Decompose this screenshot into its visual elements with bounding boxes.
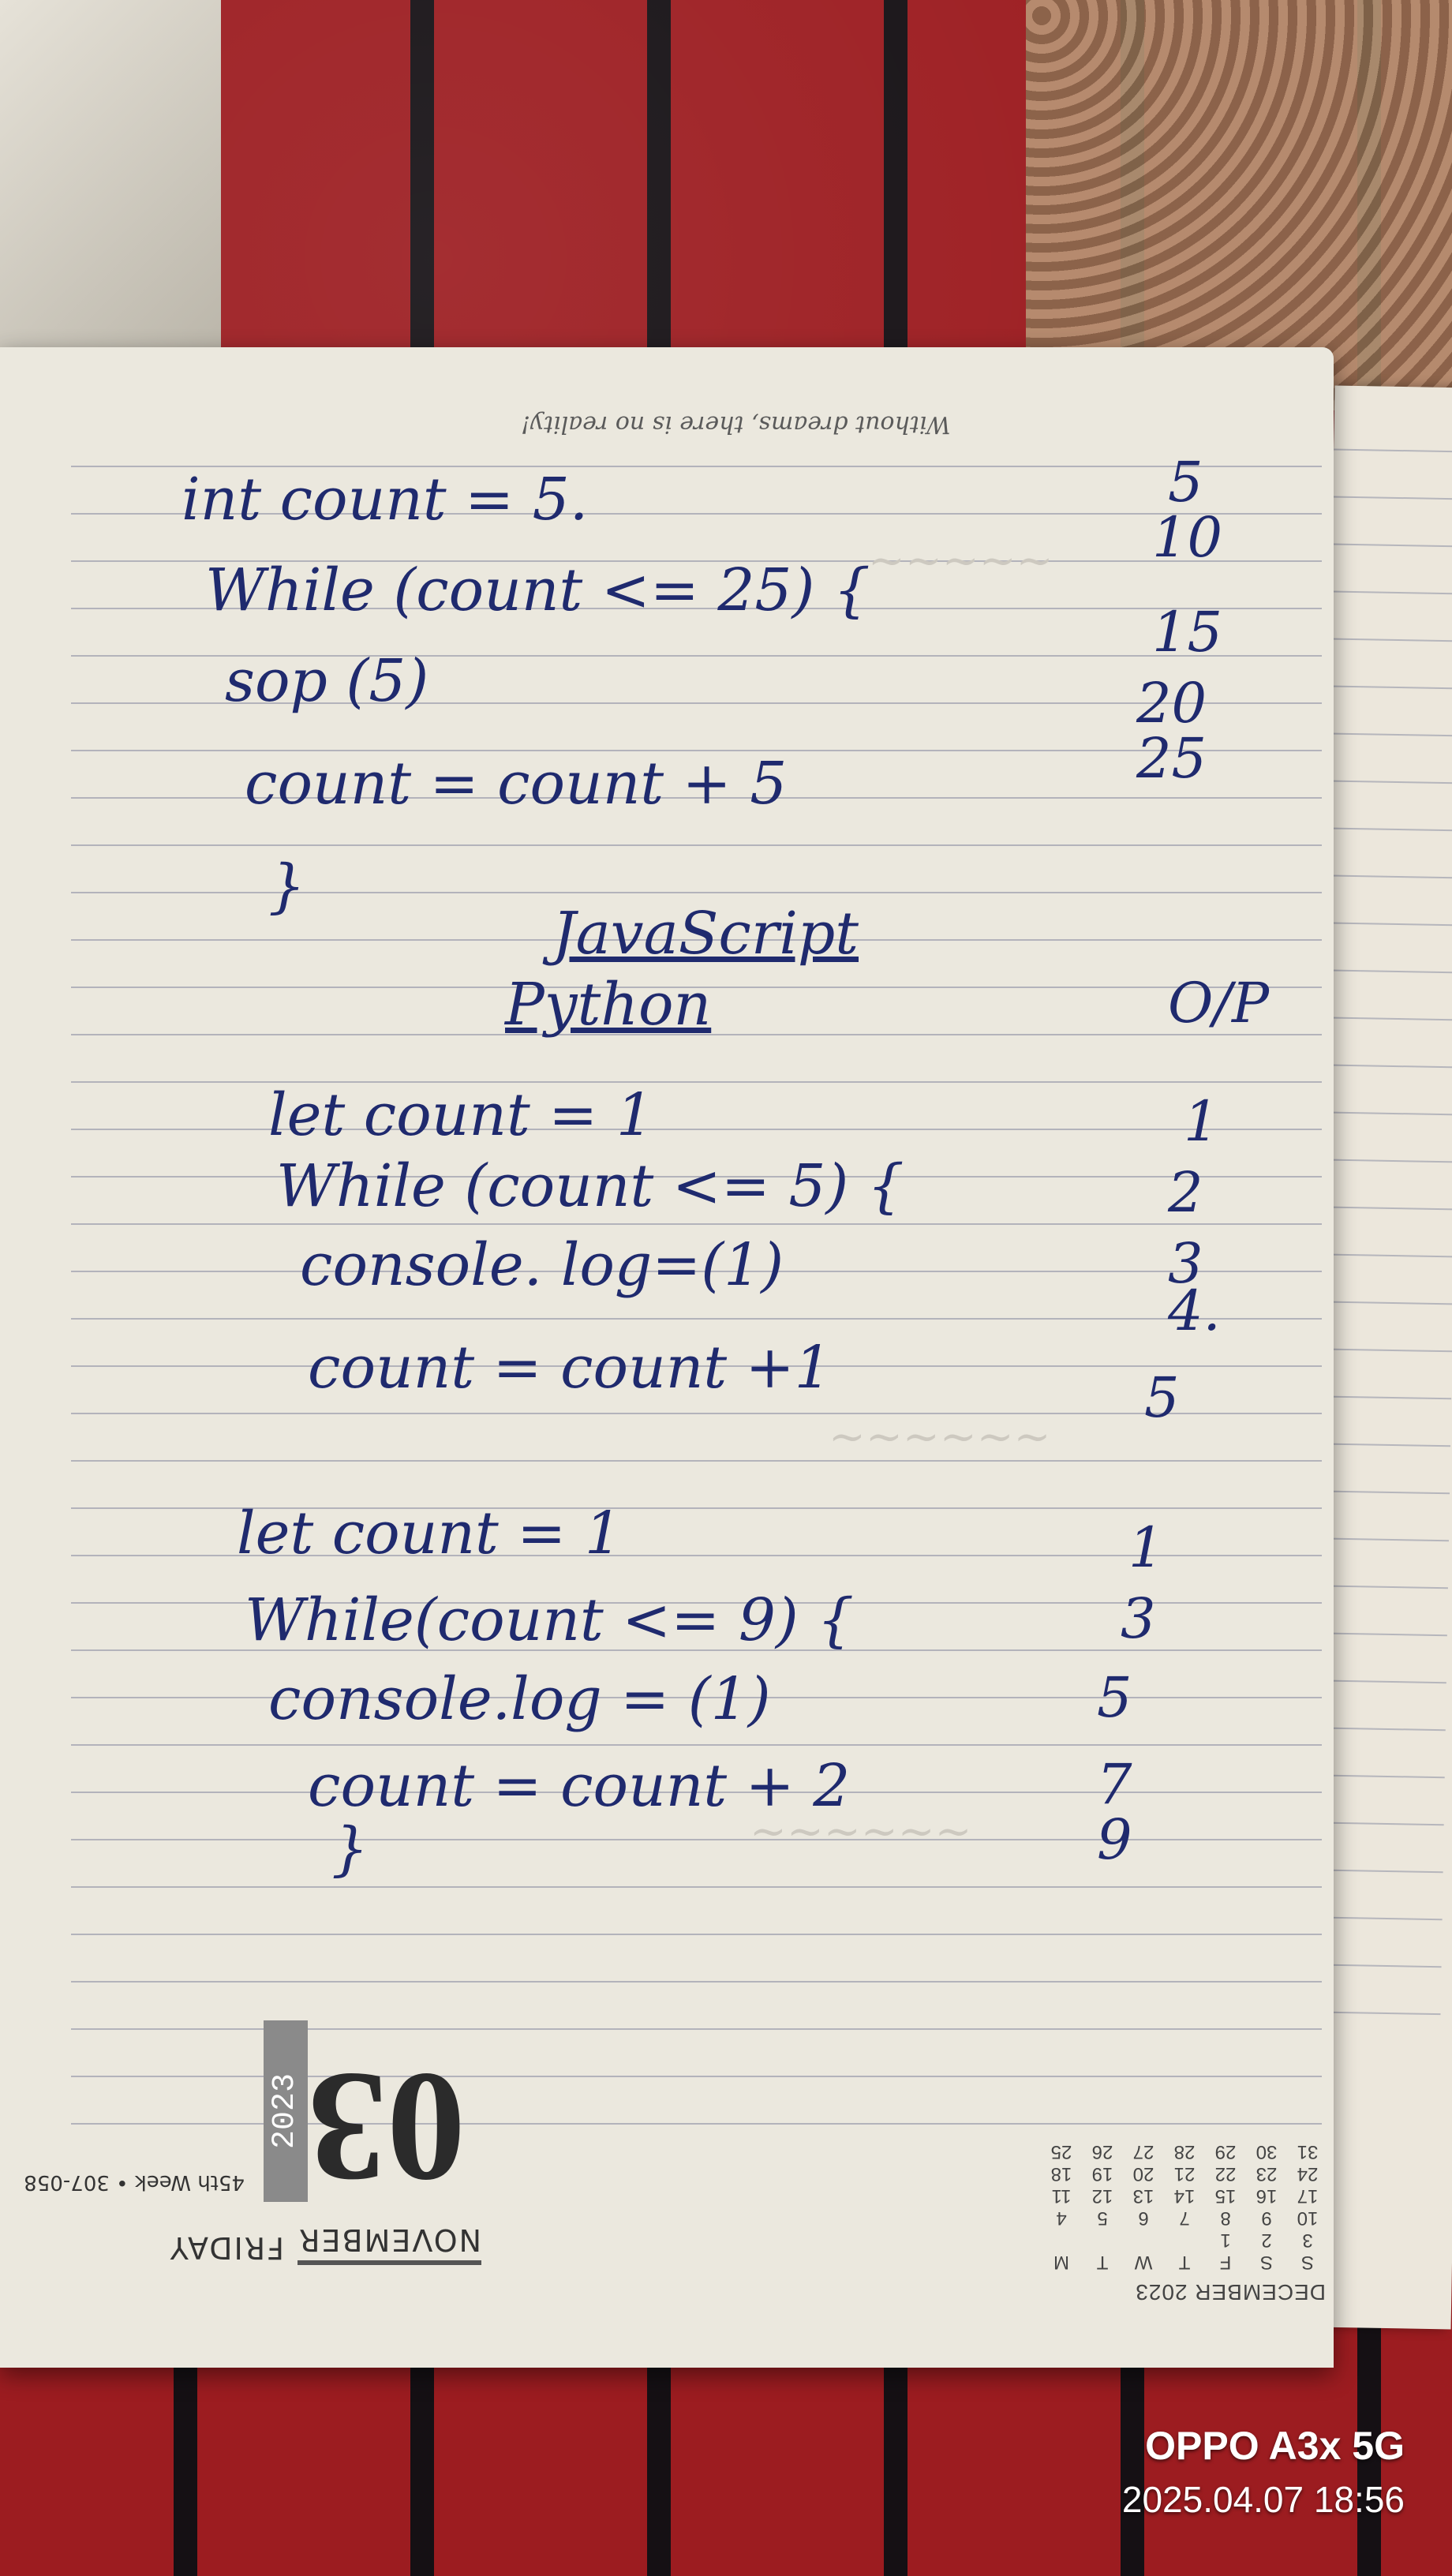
bleed-through-mark: ~~~~~ [868, 537, 1053, 588]
output-value: 9 [1097, 1807, 1132, 1872]
output-value: 5 [1144, 1365, 1180, 1430]
code-line: While (count <= 25) { [205, 556, 870, 624]
diary-month: NOVEMBER [298, 2222, 481, 2265]
calendar-row: 31 30 29 28 27 26 25 [1050, 2141, 1319, 2162]
heading-python: Python [505, 971, 712, 1039]
diary-weekday: FRIDAY [168, 2230, 284, 2265]
output-value: 2 [1168, 1160, 1203, 1225]
output-value: 7 [1097, 1752, 1132, 1817]
code-line: let count = 1 [268, 1081, 653, 1149]
cloth-left [0, 0, 221, 379]
code-line: } [331, 1815, 369, 1883]
output-value: 1 [1128, 1515, 1164, 1580]
diary-day: 03 [308, 2040, 466, 2215]
output-value: 20 [1136, 671, 1207, 736]
mini-calendar [1026, 2068, 1326, 2305]
code-line: int count = 5. [182, 466, 589, 534]
bleed-through-mark: ~~~~~~ [750, 1807, 972, 1859]
diary-week-info: 45th Week • 307-058 [24, 2170, 245, 2194]
calendar-row: 17 16 15 14 13 12 11 [1051, 2185, 1319, 2207]
code-line: count = count + 2 [308, 1752, 851, 1820]
output-value: 15 [1152, 600, 1223, 665]
output-value: 4. [1168, 1279, 1221, 1343]
code-line: } [268, 852, 306, 920]
bleed-through-mark: ~~~~~~ [829, 1413, 1051, 1464]
calendar-weekday-header: S S F T W T M [1053, 2252, 1315, 2273]
output-value: 3 [1168, 1231, 1203, 1296]
code-line: While (count <= 5) { [276, 1152, 904, 1220]
camera-watermark-timestamp: 2025.04.07 18:56 [1121, 2479, 1405, 2520]
output-value: 5 [1168, 450, 1203, 515]
heading-javascript: JavaScript [552, 900, 859, 968]
code-line: count = count + 5 [245, 750, 788, 818]
output-value: 3 [1121, 1586, 1156, 1651]
code-line: While(count <= 9) { [245, 1586, 855, 1654]
calendar-row: 10 9 8 7 6 5 4 [1056, 2207, 1319, 2229]
page-ruling [0, 347, 1334, 2273]
calendar-title: DECEMBER 2023 [1135, 2280, 1326, 2305]
output-value: 5 [1097, 1665, 1132, 1730]
code-line: let count = 1 [237, 1500, 622, 1567]
code-line: console.log = (1) [268, 1665, 771, 1733]
output-value: 1 [1184, 1089, 1219, 1154]
calendar-row: 24 23 22 21 20 19 18 [1050, 2163, 1319, 2185]
code-line: sop (5) [225, 647, 429, 715]
code-line: count = count +1 [308, 1334, 832, 1402]
page-quote: Without dreams, there is no reality! [521, 410, 951, 438]
camera-watermark-device: OPPO A3x 5G [1145, 2424, 1405, 2468]
output-value: 25 [1136, 726, 1207, 791]
code-line: console. log=(1) [300, 1231, 784, 1299]
output-value: 10 [1152, 505, 1223, 570]
diary-date-box [24, 1989, 481, 2281]
calendar-row: 3 2 1 [1220, 2230, 1313, 2251]
diary-year: 2023 [264, 2020, 308, 2202]
output-label: O/P [1168, 971, 1270, 1035]
notebook-page [0, 347, 1334, 2368]
